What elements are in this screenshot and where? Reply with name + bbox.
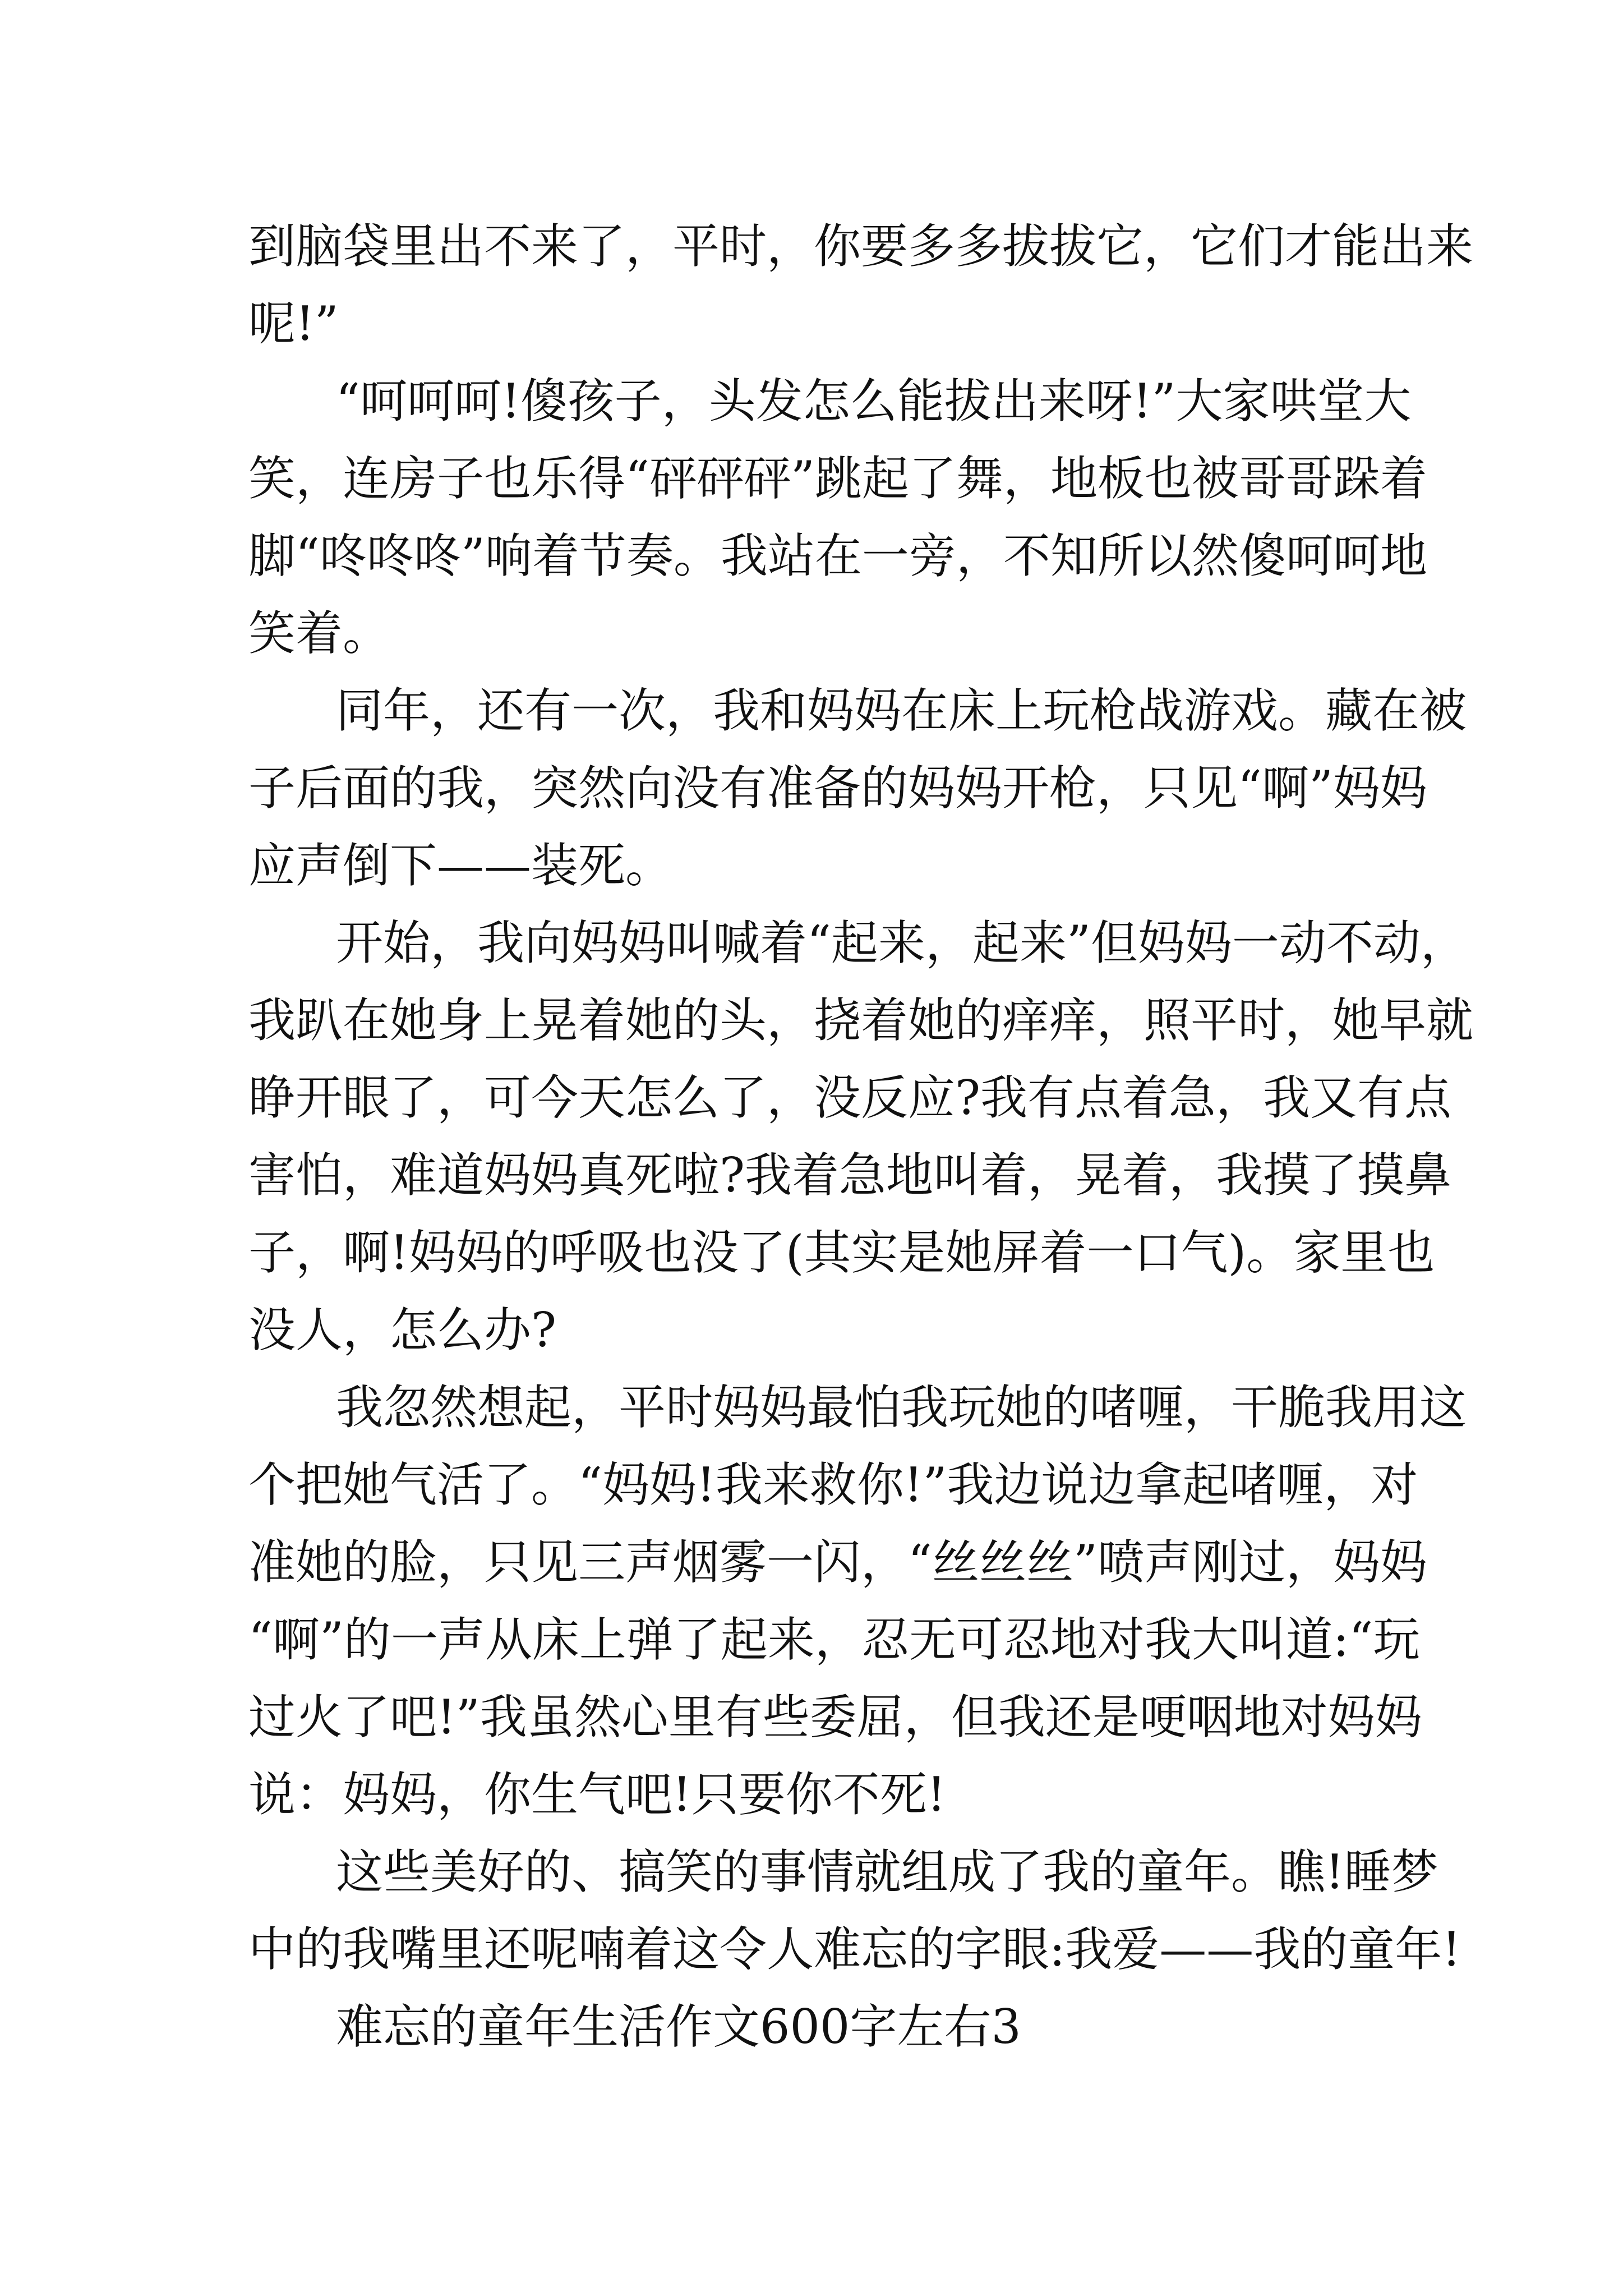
text-line: 个把她气活了。“妈妈!我来救你!”我边说边拿起啫喱，对 [248, 1457, 1418, 1512]
text-line: 我趴在她身上晃着她的头，挠着她的痒痒，照平时，她早就 [248, 993, 1474, 1048]
text-line: 难忘的童年生活作文600字左右3 [336, 1999, 1021, 2054]
text-line: 同年，还有一次，我和妈妈在床上玩枪战游戏。藏在被 [336, 683, 1467, 738]
text-line: “啊”的一声从床上弹了起来，忍无可忍地对我大叫道:“玩 [248, 1612, 1421, 1667]
text-line: 这些美好的、搞笑的事情就组成了我的童年。瞧!睡梦 [336, 1844, 1438, 1899]
text-line: 没人，怎么办? [248, 1303, 557, 1358]
text-line: 我忽然想起，平时妈妈最怕我玩她的啫喱，干脆我用这 [336, 1380, 1467, 1435]
text-line: 脚“咚咚咚”响着节奏。我站在一旁，不知所以然傻呵呵地 [248, 528, 1427, 583]
text-line: 开始，我向妈妈叫喊着“起来，起来”但妈妈一动不动， [336, 915, 1468, 970]
paragraph [248, 904, 1474, 1369]
text-line: 睁开眼了，可今天怎么了，没反应?我有点着急，我又有点 [248, 1070, 1452, 1125]
paragraph [248, 1369, 1467, 1833]
document-body [248, 208, 1474, 2065]
paragraph [248, 362, 1427, 672]
text-line: 子，啊!妈妈的呼吸也没了(其实是她屏着一口气)。家里也 [248, 1225, 1435, 1280]
text-line: 子后面的我，突然向没有准备的妈妈开枪，只见“啊”妈妈 [248, 761, 1427, 816]
paragraph [248, 208, 1474, 362]
text-line: 呢!” [248, 296, 339, 351]
paragraph [248, 672, 1467, 904]
text-line: 到脑袋里出不来了，平时，你要多多拔拔它，它们才能出来 [248, 219, 1474, 274]
text-line: 应声倒下——装死。 [248, 838, 673, 893]
text-line: 中的我嘴里还呢喃着这令人难忘的字眼:我爱——我的童年! [248, 1922, 1461, 1977]
text-line: 笑着。 [248, 606, 390, 661]
text-line: 笑，连房子也乐得“砰砰砰”跳起了舞，地板也被哥哥跺着 [248, 451, 1427, 506]
text-line: “呵呵呵!傻孩子，头发怎么能拔出来呀!”大家哄堂大 [336, 374, 1412, 429]
text-line: 说：妈妈，你生气吧!只要你不死! [248, 1767, 946, 1822]
paragraph [248, 1833, 1461, 1988]
text-line: 准她的脸，只见三声烟雾一闪，“丝丝丝”喷声刚过，妈妈 [248, 1535, 1427, 1590]
text-line: 过火了吧!”我虽然心里有些委屈，但我还是哽咽地对妈妈 [248, 1690, 1422, 1745]
text-line: 害怕，难道妈妈真死啦?我着急地叫着，晃着，我摸了摸鼻 [248, 1148, 1452, 1203]
paragraph [248, 1988, 1387, 2065]
